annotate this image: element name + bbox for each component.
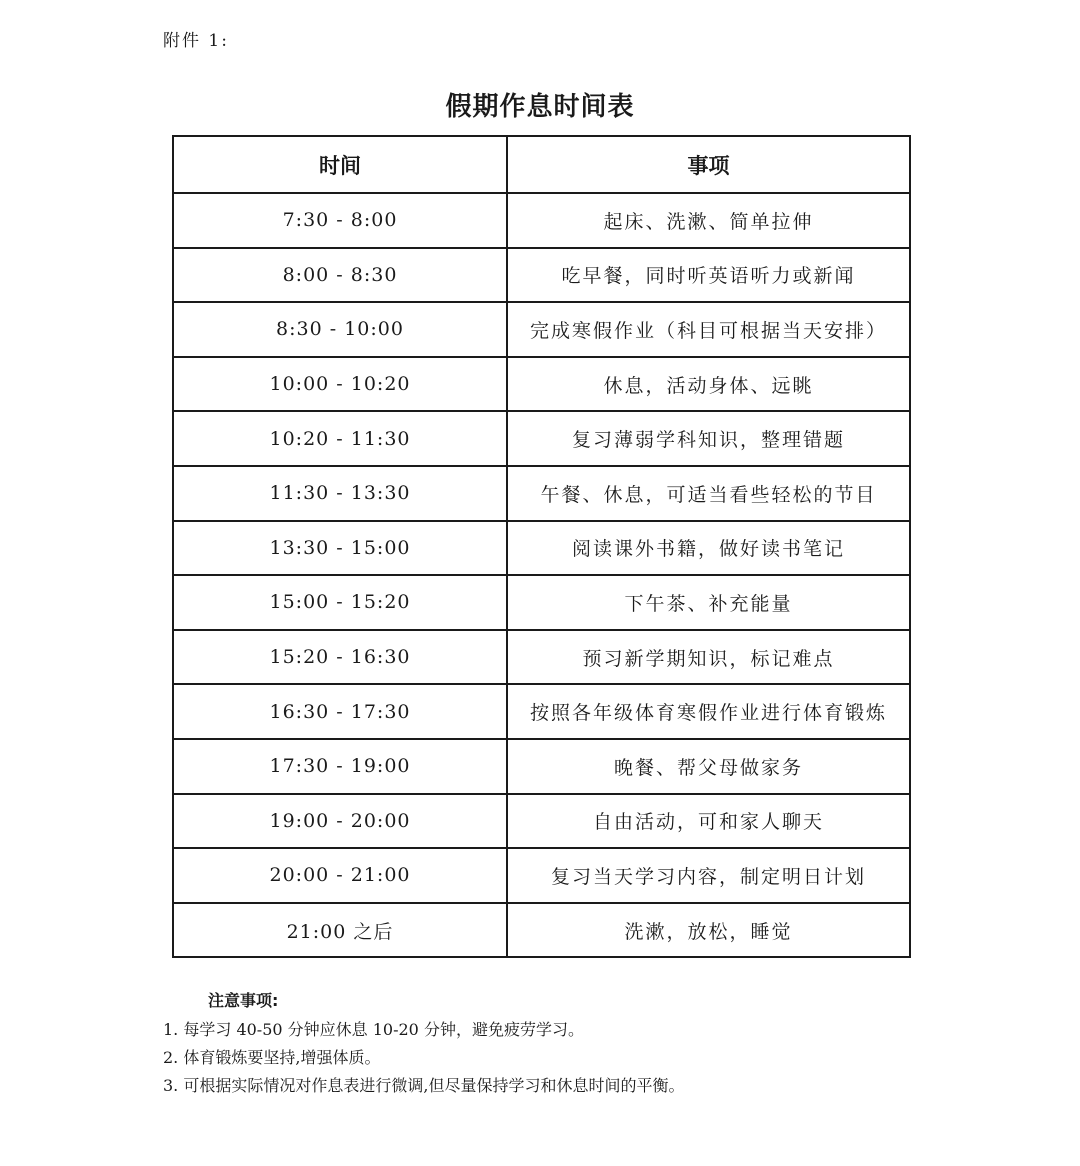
note-item: 1. 每学习 40-50 分钟应休息 10-20 分钟，避免疲劳学习。	[163, 1020, 584, 1039]
item-cell: 阅读课外书籍，做好读书笔记	[507, 521, 910, 576]
time-cell: 20:00 - 21:00	[173, 848, 507, 903]
table-row	[173, 630, 910, 685]
item-cell: 按照各年级体育寒假作业进行体育锻炼	[507, 684, 910, 739]
page-title: 假期作息时间表	[445, 92, 635, 122]
time-cell: 17:30 - 19:00	[173, 739, 507, 794]
item-cell: 自由活动，可和家人聊天	[507, 794, 910, 849]
item-cell: 复习当天学习内容，制定明日计划	[507, 848, 910, 903]
table-row	[173, 903, 910, 958]
table-row	[173, 521, 910, 576]
table-row	[173, 411, 910, 466]
item-cell: 复习薄弱学科知识，整理错题	[507, 411, 910, 466]
table-row	[173, 739, 910, 794]
time-cell: 15:20 - 16:30	[173, 630, 507, 685]
item-cell: 洗漱，放松，睡觉	[507, 903, 910, 958]
table-row	[173, 193, 910, 248]
notes-heading: 注意事项:	[208, 991, 279, 1010]
column-header-time: 时间	[173, 136, 507, 193]
item-cell: 晚餐、帮父母做家务	[507, 739, 910, 794]
table-row	[173, 684, 910, 739]
time-cell: 13:30 - 15:00	[173, 521, 507, 576]
time-cell: 19:00 - 20:00	[173, 794, 507, 849]
attachment-label: 附件 1:	[163, 31, 229, 51]
table-row	[173, 848, 910, 903]
table-row	[173, 466, 910, 521]
note-item: 3. 可根据实际情况对作息表进行微调,但尽量保持学习和休息时间的平衡。	[163, 1076, 685, 1095]
table-row	[173, 794, 910, 849]
table-row	[173, 575, 910, 630]
item-cell: 起床、洗漱、简单拉伸	[507, 193, 910, 248]
time-cell: 10:00 - 10:20	[173, 357, 507, 412]
item-cell: 午餐、休息，可适当看些轻松的节目	[507, 466, 910, 521]
item-cell: 预习新学期知识，标记难点	[507, 630, 910, 685]
table-row	[173, 302, 910, 357]
time-cell: 21:00 之后	[173, 903, 507, 958]
time-cell: 8:30 - 10:00	[173, 302, 507, 357]
schedule-table	[172, 135, 911, 958]
item-cell: 下午茶、补充能量	[507, 575, 910, 630]
column-header-item: 事项	[507, 136, 910, 193]
time-cell: 7:30 - 8:00	[173, 193, 507, 248]
time-cell: 11:30 - 13:30	[173, 466, 507, 521]
item-cell: 吃早餐，同时听英语听力或新闻	[507, 248, 910, 303]
item-cell: 完成寒假作业（科目可根据当天安排）	[507, 302, 910, 357]
item-cell: 休息，活动身体、远眺	[507, 357, 910, 412]
time-cell: 16:30 - 17:30	[173, 684, 507, 739]
notes-list	[163, 1016, 684, 1100]
time-cell: 8:00 - 8:30	[173, 248, 507, 303]
time-cell: 10:20 - 11:30	[173, 411, 507, 466]
table-header-row	[173, 136, 910, 193]
table-row	[173, 248, 910, 303]
time-cell: 15:00 - 15:20	[173, 575, 507, 630]
note-item: 2. 体育锻炼要坚持,增强体质。	[163, 1048, 381, 1067]
table-row	[173, 357, 910, 412]
